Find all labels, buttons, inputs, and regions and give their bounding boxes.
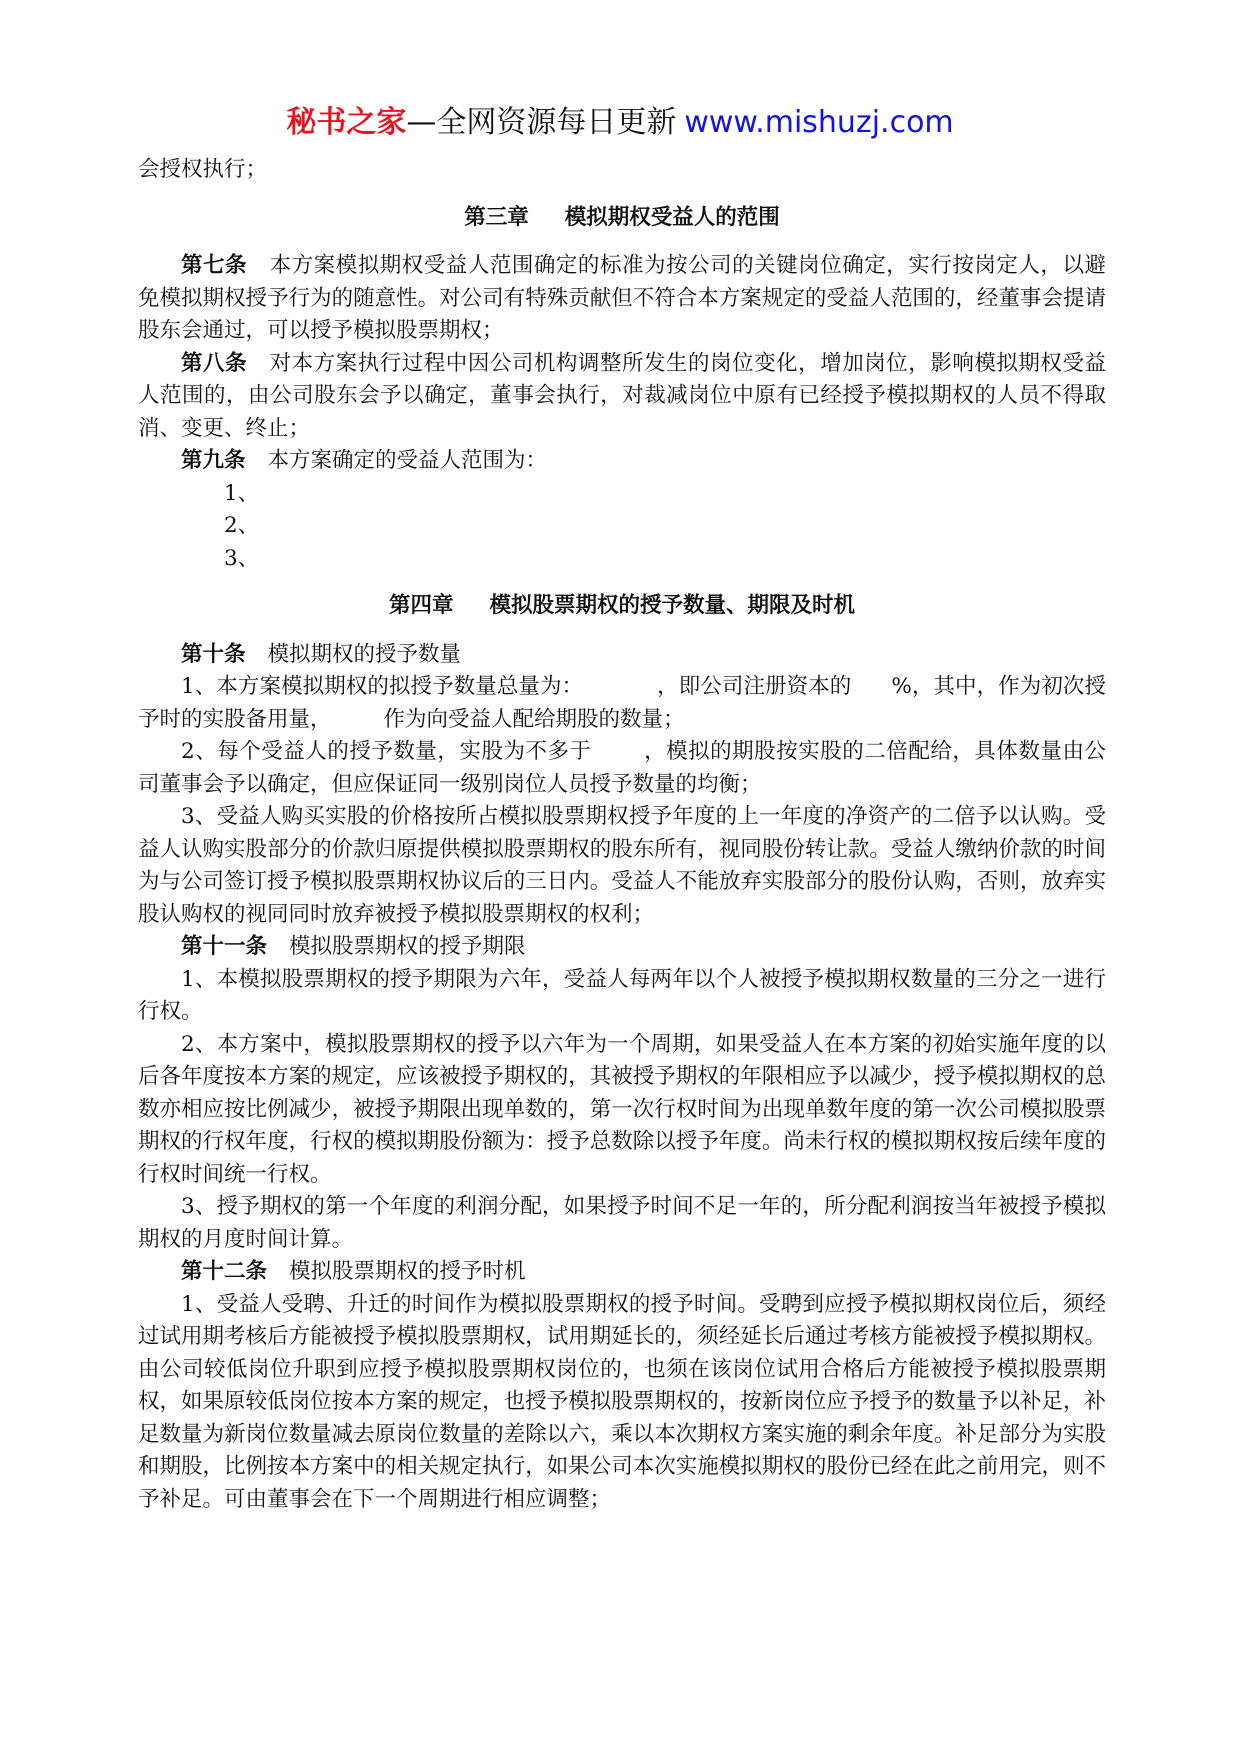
article-8-label: 第八条 xyxy=(181,350,248,376)
article-12-heading: 模拟股票期权的授予时机 xyxy=(289,1259,526,1284)
article-8-text: 对本方案执行过程中因公司机构调整所发生的岗位变化，增加岗位，影响模拟期权受益人范围的，由公司股东会予以确定，董事会执行，对裁减岗位中原有已经授予模拟期权的人员不得取消、变更、终止； xyxy=(138,350,1106,441)
article-11-heading: 模拟股票期权的授予期限 xyxy=(289,934,526,959)
article-11-para-3: 3、授予期权的第一个年度的利润分配，如果授予时间不足一年的，所分配利润按当年被授予模拟期权的月度时间计算。 xyxy=(138,1194,1106,1252)
article-9-label: 第九条 xyxy=(181,448,246,473)
document-body xyxy=(138,154,1106,1516)
article-9-text: 本方案确定的受益人范围为： xyxy=(267,448,548,473)
article-12-label: 第十二条 xyxy=(181,1259,268,1284)
article-11 xyxy=(138,931,1106,964)
article-10 xyxy=(138,639,1106,672)
article-10-heading: 模拟期权的授予数量 xyxy=(267,641,462,667)
article-10-para-3: 3、受益人购买实股的价格按所占模拟股票期权授予年度的上一年度的净资产的二倍予以认购。受益人认购实股部分的价款归原提供模拟股票期权的股东所有，视同股份转让款。受益人缴纳价款的时间为与公司签订授予模拟股票期权协议后的三日内。受益人不能放弃实股部分的股份认购，否则，放弃实股认购权的视同同时放弃被授予模拟股票期权的权利； xyxy=(138,804,1106,927)
chapter-4-heading xyxy=(138,590,1106,623)
article-9-item-3: 3、 xyxy=(224,545,260,571)
article-7-text: 本方案模拟期权受益人范围确定的标准为按公司的关键岗位确定，实行按岗定人，以避免模拟期权授予行为的随意性。对公司有特殊贡献但不符合本方案规定的受益人范围的，经董事会提请股东会通过，可以授予模拟股票期权； xyxy=(138,253,1106,343)
chapter-4-number: 第四章 xyxy=(388,593,454,618)
article-10-para-2: 2、每个受益人的授予数量，实股为不多于 ，模拟的期股按实股的二倍配给，具体数量由公司董事会予以确定，但应保证同一级别岗位人员授予数量的均衡； xyxy=(138,739,1106,797)
banner-brand: 秘书之家 xyxy=(286,105,407,140)
article-12 xyxy=(138,1256,1106,1289)
article-9-item-1: 1、 xyxy=(224,480,260,506)
chapter-4-title: 模拟股票期权的授予数量、期限及时机 xyxy=(489,593,856,618)
article-7-label: 第七条 xyxy=(181,253,248,278)
banner-tagline: —全网资源每日更新 xyxy=(406,105,677,140)
banner-url[interactable]: www.mishuzj.com xyxy=(684,105,954,140)
chapter-3-title: 模拟期权受益人的范围 xyxy=(564,204,780,230)
article-11-para-1: 1、本模拟股票期权的授予期限为六年，受益人每两年以个人被授予模拟期权数量的三分之一进行行权。 xyxy=(138,966,1106,1024)
article-9-item-2: 2、 xyxy=(224,513,260,538)
article-8 xyxy=(138,348,1106,446)
site-banner xyxy=(0,103,1240,143)
article-12-para-1: 1、受益人受聘、升迁的时间作为模拟股票期权的授予时间。受聘到应授予模拟期权岗位后，须经过试用期考核后方能被授予模拟股票期权，试用期延长的，须经延长后通过考核方能被授予模拟期权。由公司较低岗位升职到应授予模拟股票期权岗位的，也须在该岗位试用合格后方能被授予模拟股票期权，如果原较低岗位按本方案的规定，也授予模拟股票期权的，按新岗位应予授予的数量予以补足，补足数量为新岗位数量减去原岗位数量的差除以六，乘以本次期权方案实施的剩余年度。补足部分为实股和期股，比例按本方案中的相关规定执行，如果公司本次实施模拟期权的股份已经在此之前用完，则不予补足。可由董事会在下一个周期进行相应调整； xyxy=(138,1291,1106,1512)
article-10-label: 第十条 xyxy=(181,641,246,667)
chapter-3-number: 第三章 xyxy=(464,204,529,230)
article-11-para-2: 2、本方案中，模拟股票期权的授予以六年为一个周期，如果受益人在本方案的初始实施年度的以后各年度按本方案的规定，应该被授予期权的，其被授予期权的年限相应予以减少，授予模拟期权的总数亦相应按比例减少，被授予期限出现单数的，第一次行权时间为出现单数年度的第一次公司模拟股票期权的行权年度，行权的模拟期股份额为：授予总数除以授予年度。尚未行权的模拟期权按后续年度的行权时间统一行权。 xyxy=(138,1031,1106,1187)
article-7 xyxy=(138,250,1106,348)
article-9 xyxy=(138,445,1106,478)
article-10-para-1: 1、本方案模拟期权的拟授予数量总量为： ，即公司注册资本的 %，其中，作为初次授予时的实股备用量， 作为向受益人配给期股的数量； xyxy=(138,674,1106,732)
chapter-3-heading xyxy=(138,202,1106,235)
lead-text: 会授权执行； xyxy=(138,157,268,182)
article-11-label: 第十一条 xyxy=(181,934,268,959)
